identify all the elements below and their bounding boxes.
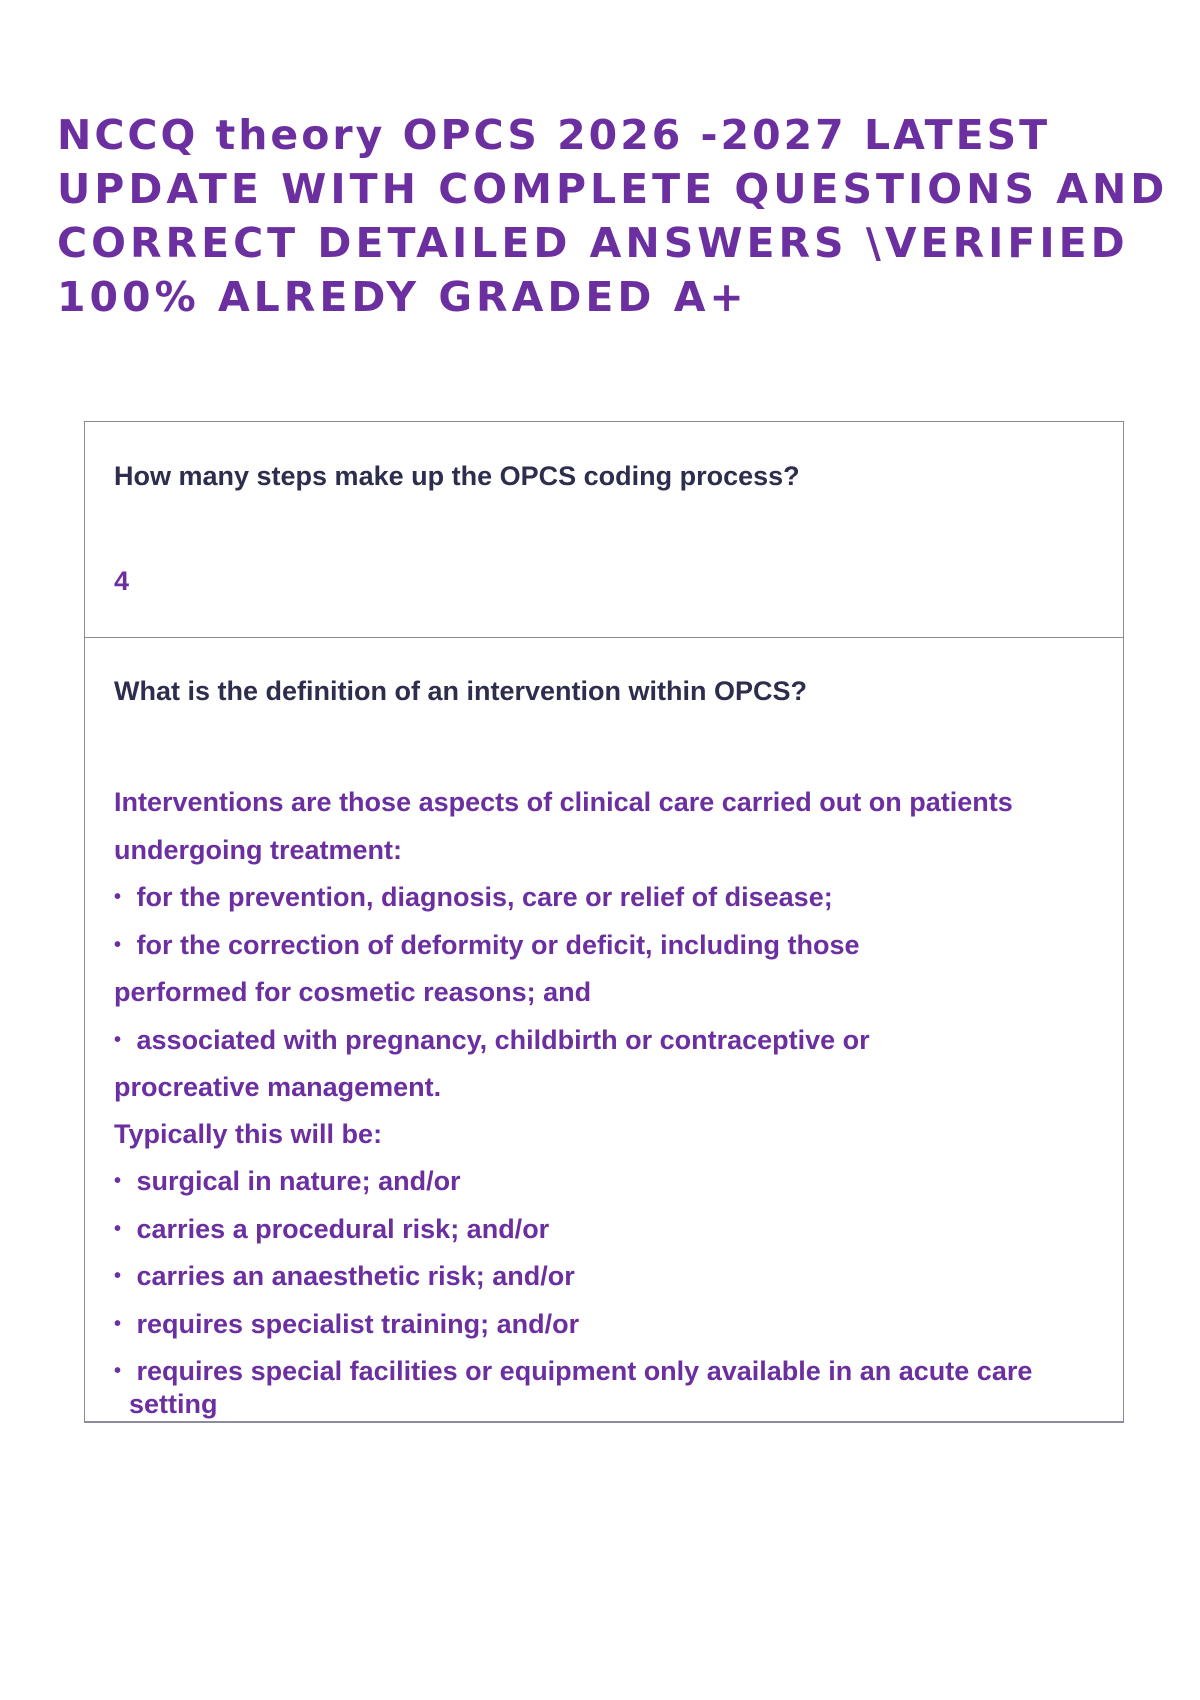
title-line: CORRECT DETAILED ANSWERS \VERIFIED [57,219,1129,267]
answer-line: undergoing treatment: [114,834,402,865]
title-line: UPDATE WITH COMPLETE QUESTIONS AND [57,165,1169,213]
bullet-text: surgical in nature; and/or [136,1166,461,1196]
bullet-icon: • [114,1312,122,1335]
bullet-icon: • [114,1217,122,1240]
bullet-text-continuation: setting [129,1388,218,1419]
answer-line: Typically this will be: [114,1119,383,1149]
bullet-text: carries an anaesthetic risk; and/or [136,1261,575,1291]
bullet-icon: • [114,1028,122,1051]
bullet-icon: • [114,1265,122,1287]
bullet-item [114,1158,1103,1206]
bullet-icon: • [114,1170,122,1192]
bullet-text: associated with pregnancy, childbirth or contraceptive or [136,1024,870,1055]
answer-line: procreative management. [114,1072,442,1102]
answer-line: performed for cosmetic reasons; and [114,977,592,1007]
qa-table [84,421,1124,1423]
question-text: How many steps make up the OPCS coding process? [114,461,800,491]
bullet-text: for the prevention, diagnosis, care or relief of disease; [136,882,833,912]
bullet-icon: • [114,1360,122,1382]
title-line: NCCQ theory OPCS 2026 -2027 LATEST [57,111,1051,159]
answer-text: 4 [114,566,130,596]
bullet-item [114,874,1103,922]
title-line: 100% ALREDY GRADED A+ [57,273,748,321]
bullet-text: for the correction of deformity or deficit, including those [136,929,860,960]
qa-row [85,422,1123,638]
bullet-icon: • [114,886,122,908]
bullet-text: requires specialist training; and/or [136,1308,580,1339]
bullet-item [114,1348,1103,1396]
answer-line: Interventions are those aspects of clinical care carried out on patients [114,787,1013,817]
document-title [57,108,1167,324]
qa-row [85,638,1123,1421]
question-text: What is the definition of an intervention within OPCS? [114,676,807,706]
bullet-item [114,922,1103,970]
bullet-text: carries a procedural risk; and/or [136,1213,550,1244]
bullet-item [114,1301,1103,1349]
bullet-item [114,1206,1103,1254]
bullet-item [114,1017,1103,1065]
bullet-item [114,1253,1103,1301]
bullet-icon: • [114,933,122,956]
bullet-text: requires special facilities or equipment only available in an acute care [136,1356,1033,1386]
answer-block [114,779,1103,1422]
